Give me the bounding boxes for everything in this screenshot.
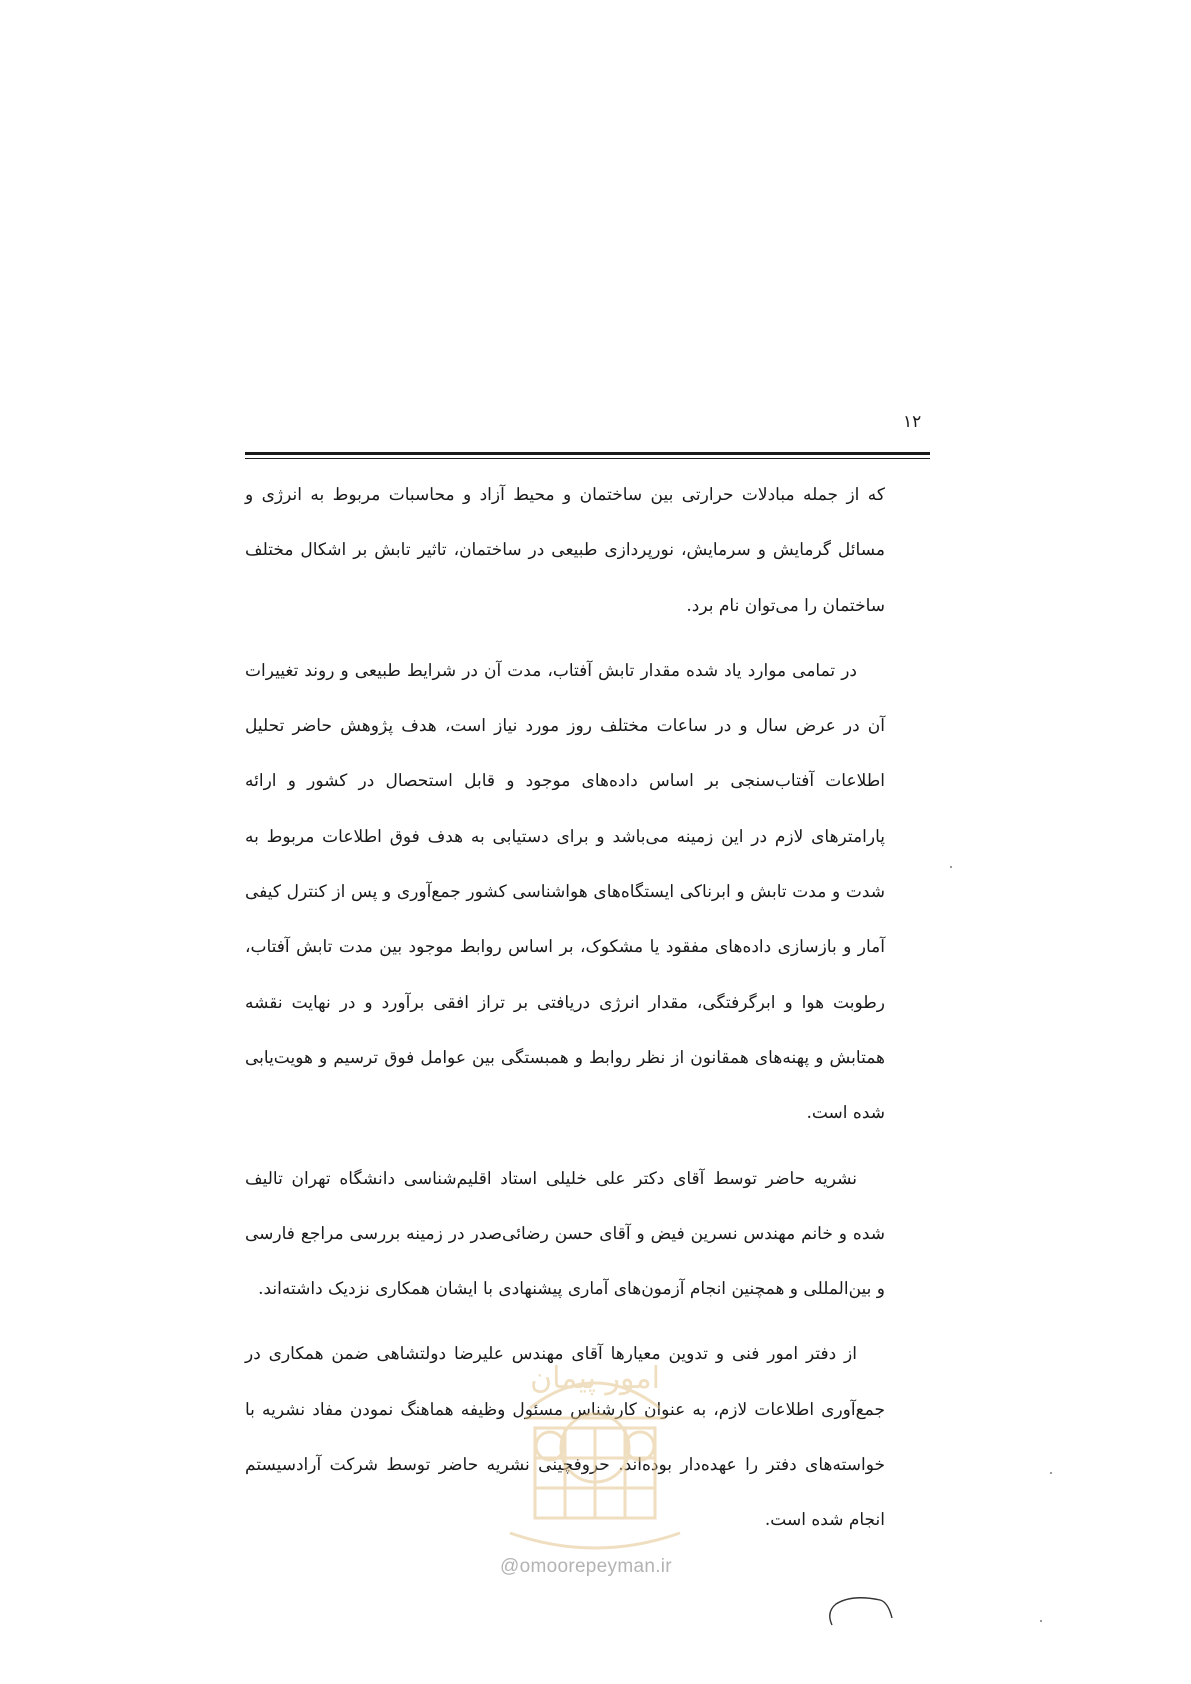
scan-speck [1040, 1620, 1042, 1622]
header-rule-thin [245, 458, 930, 459]
handwritten-mark [822, 1590, 902, 1630]
paragraph-3: نشریه حاضر توسط آقای دکتر علی خلیلی استاد اقلیم‌شناسی دانشگاه تهران تالیف شده و خانم مهندس نسرین فیض و آقای حسن رضائی‌صدر در زمینه بررسی مراجع فارسی و بین‌المللی و همچنین انجام آزمون‌های آماری پیشنهادی با ایشان همکاری نزدیک داشته‌اند. [245, 1168, 885, 1300]
page-number: ۱۲ [903, 412, 922, 432]
paragraph-4: از دفتر امور فنی و تدوین معیارها آقای مهندس علیرضا دولتشاهی ضمن همکاری در جمع‌آوری اطلاعات لازم، به عنوان کارشناس مسئول وظیفه هماهنگ نمودن مفاد نشریه با خواسته‌های دفتر را عهده‌دار بوده‌اند. حروفچینی نشریه حاضر توسط شرکت آرادسیستم انجام شده است. [245, 1344, 885, 1531]
scan-speck [1050, 1472, 1052, 1474]
header-rule-thick [245, 452, 930, 455]
body-text [245, 468, 885, 1549]
watermark-logo-text: امور پیمان [530, 1361, 660, 1396]
watermark-url: @omoorepeyman.ir [500, 1556, 672, 1577]
scan-speck [950, 866, 952, 868]
paragraph-2: در تمامی موارد یاد شده مقدار تابش آفتاب، مدت آن در شرایط طبیعی و روند تغییرات آن در عرض سال و در ساعات مختلف روز مورد نیاز است، هدف پژوهش حاضر تحلیل اطلاعات آفتاب‌سنجی بر اساس داده‌های موجود و قابل استحصال در کشور و ارائه پارامترهای لازم در این زمینه می‌باشد و برای دستیابی به هدف فوق اطلاعات مربوط به شدت و مدت تابش و ابرناکی ایستگاه‌های هواشناسی کشور جمع‌آوری و پس از کنترل کیفی آمار و بازسازی داده‌های مفقود یا مشکوک، بر اساس روابط موجود بین مدت تابش آفتاب، رطوبت هوا و ابرگرفتگی، مقدار انرژی دریافتی بر تراز افقی برآورد و در نهایت نقشه همتابش و پهنه‌های همقانون از نظر روابط و همبستگی بین عوامل فوق ترسیم و هویت‌یابی شده است. [245, 660, 885, 1124]
paragraph-1: که از جمله مبادلات حرارتی بین ساختمان و محیط آزاد و محاسبات مربوط به انرژی و مسائل گرمایش و سرمایش، نورپردازی طبیعی در ساختمان، تاثیر تابش بر اشکال مختلف ساختمان را می‌توان نام برد. [245, 485, 885, 616]
